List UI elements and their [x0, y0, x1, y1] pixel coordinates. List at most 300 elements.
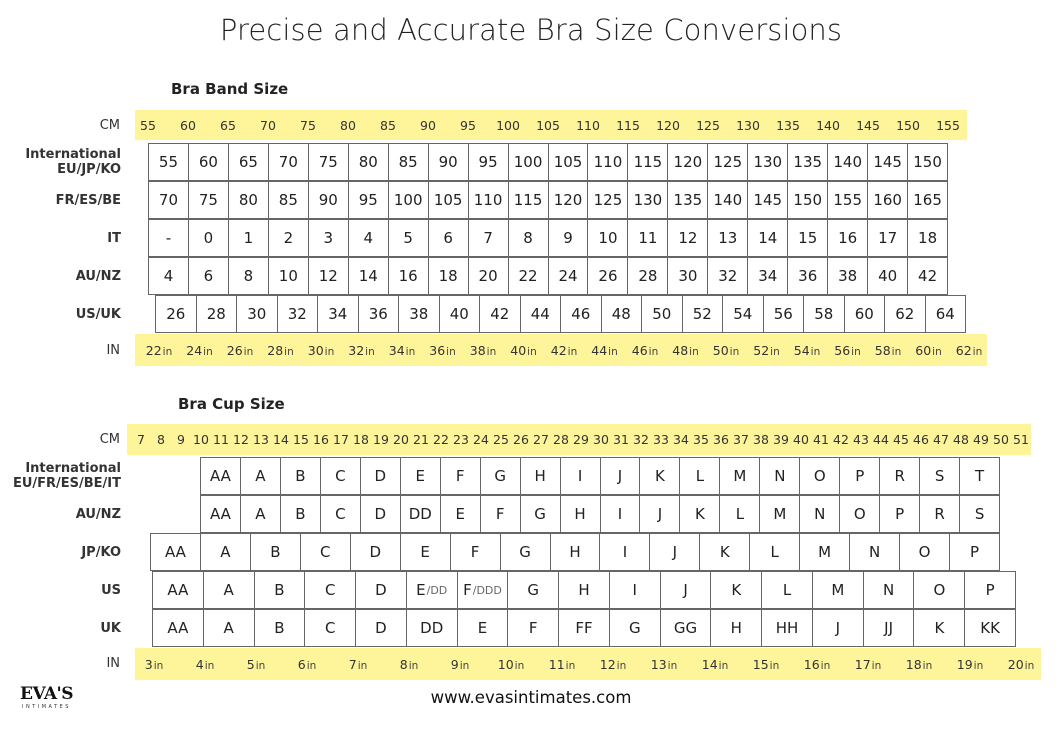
band-cm-tick: 150: [896, 118, 920, 133]
cup-in-tick: 8in: [399, 657, 419, 672]
band-cell: 135: [788, 144, 828, 180]
cup-in-tick: 15in: [752, 657, 780, 672]
band-cell: 165: [913, 191, 942, 209]
cup-cell: K: [700, 534, 750, 570]
cup-cell: C: [321, 496, 361, 532]
band-in-tick: 62in: [955, 343, 983, 358]
band-cell: 145: [868, 144, 908, 180]
band-cell: 75: [189, 182, 229, 218]
band-cell: 100: [509, 144, 549, 180]
cup-cell: P: [969, 543, 979, 561]
cup-cm-tick: 50: [993, 432, 1009, 447]
band-cell: 4: [349, 220, 389, 256]
band-cell: 58: [804, 296, 845, 332]
cup-cm-tick: 26: [513, 432, 529, 447]
cup-cm-tick: 21: [413, 432, 429, 447]
band-cell: 140: [708, 182, 748, 218]
band-cell: 120: [668, 144, 708, 180]
band-in-tick: 40in: [510, 343, 537, 358]
band-cell: 20: [469, 258, 509, 294]
band-row: [148, 143, 948, 181]
cup-cell: F: [441, 458, 481, 494]
band-cell: 125: [588, 182, 628, 218]
band-cell: 90: [309, 182, 349, 218]
band-cell: 60: [189, 144, 229, 180]
cup-cell: D: [356, 610, 407, 646]
cup-cm-tick: 49: [973, 432, 989, 447]
band-in-tick: 34in: [388, 343, 416, 358]
cup-cell: L: [750, 534, 800, 570]
cup-cm-tick: 14: [273, 432, 289, 447]
cup-cell: M: [760, 496, 800, 532]
cup-cm-tick: 45: [893, 432, 909, 447]
cup-in-tick: 19in: [956, 657, 984, 672]
band-cell: 42: [480, 296, 521, 332]
band-cell: 65: [229, 144, 269, 180]
cup-cell: R: [880, 458, 920, 494]
band-cell: 10: [588, 220, 628, 256]
band-cell: 110: [588, 144, 628, 180]
cup-cell: F: [508, 610, 559, 646]
band-row: [148, 219, 948, 257]
cup-cell: I: [600, 534, 650, 570]
cup-cell: I: [610, 572, 661, 608]
cup-cm-tick: 19: [373, 432, 389, 447]
band-cell: 155: [828, 182, 868, 218]
band-in-tick: 30in: [307, 343, 335, 358]
band-in-tick: 52in: [753, 343, 780, 358]
band-cell: 36: [359, 296, 400, 332]
cup-cell: A: [201, 534, 251, 570]
cup-cell: L: [720, 496, 760, 532]
cup-row: [200, 457, 1000, 495]
cup-row-label: UK: [100, 620, 121, 636]
page-title: Precise and Accurate Bra Size Conversions: [219, 13, 843, 47]
cup-cell: K: [640, 458, 680, 494]
band-cell: 26: [588, 258, 628, 294]
cup-cell: G: [508, 572, 559, 608]
band-in-tick: 46in: [631, 343, 659, 358]
cup-cm-tick: 17: [333, 432, 349, 447]
cup-in-tick: 7in: [348, 657, 368, 672]
cup-cell: F /DDD: [458, 572, 509, 608]
cup-row-label: JP/KO: [81, 544, 121, 560]
band-cell: 70: [149, 182, 189, 218]
cup-cell: O: [900, 534, 950, 570]
cup-cell: JJ: [864, 610, 915, 646]
band-in-tick: 32in: [348, 343, 375, 358]
cup-cell: DD: [407, 610, 458, 646]
cup-cm-tick: 15: [293, 432, 309, 447]
cup-cell: J: [601, 458, 641, 494]
cup-cell: M: [813, 572, 864, 608]
band-cell: 38: [828, 258, 868, 294]
band-in-tick: 28in: [267, 343, 294, 358]
band-cell: 7: [469, 220, 509, 256]
band-in-tick: 38in: [469, 343, 497, 358]
cup-cell: AA: [201, 496, 241, 532]
cup-cell: E: [441, 496, 481, 532]
band-cell: 18: [429, 258, 469, 294]
cup-cm-tick: 30: [593, 432, 609, 447]
cup-cell: J: [661, 572, 712, 608]
cup-cell: I: [561, 458, 601, 494]
band-in-tick: 54in: [793, 343, 821, 358]
band-cell: 9: [549, 220, 589, 256]
band-cell: 16: [828, 220, 868, 256]
band-cm-tick: 90: [420, 118, 436, 133]
cup-cell: E /DD: [407, 572, 458, 608]
cup-cm-tick: 31: [613, 432, 629, 447]
band-cm-tick: 60: [180, 118, 196, 133]
band-cell: 12: [309, 258, 349, 294]
band-section-heading: Bra Band Size: [171, 80, 289, 98]
band-cell: 60: [845, 296, 886, 332]
evas-intimates-logo: EVA'S: [20, 684, 73, 704]
band-cell: 150: [788, 182, 828, 218]
cup-in-tick: 9in: [450, 657, 470, 672]
evas-intimates-logo-subtitle: INTIMATES: [22, 704, 71, 710]
band-row-label: FR/ES/BE: [55, 192, 121, 208]
band-in-tick: 44in: [591, 343, 618, 358]
cup-cell: S: [974, 505, 985, 523]
band-cell: 2: [269, 220, 309, 256]
band-row-label: US/UK: [75, 306, 121, 322]
band-cm-tick: 140: [816, 118, 840, 133]
cup-in-tick: 14in: [701, 657, 729, 672]
cup-cm-tick: 12: [233, 432, 249, 447]
cup-in-tick: 17in: [854, 657, 882, 672]
cup-cm-tick: 39: [773, 432, 789, 447]
cup-cell: B: [281, 458, 321, 494]
cup-cm-tick: 28: [553, 432, 569, 447]
cup-cell: J: [813, 610, 864, 646]
cup-row: [152, 571, 1016, 609]
band-cell: 105: [549, 144, 589, 180]
cup-cell: S: [920, 458, 960, 494]
cup-cm-tick: 13: [253, 432, 269, 447]
cup-cell: D: [361, 496, 401, 532]
cup-cell: O: [800, 458, 840, 494]
cup-cm-tick: 40: [793, 432, 809, 447]
cup-cm-tick: 48: [953, 432, 969, 447]
band-in-tick: 22in: [145, 343, 173, 358]
cup-cm-tick: 42: [833, 432, 849, 447]
band-cm-tick: 120: [656, 118, 680, 133]
cup-in-label: IN: [106, 656, 120, 671]
band-cell: 12: [668, 220, 708, 256]
cup-cell: P: [840, 458, 880, 494]
band-cell: 55: [149, 144, 189, 180]
band-cell: 32: [278, 296, 319, 332]
band-cell: 115: [628, 144, 668, 180]
band-cell: 62: [885, 296, 926, 332]
cup-cell: A: [204, 610, 255, 646]
band-cell: 120: [549, 182, 589, 218]
cup-cell: F: [481, 496, 521, 532]
band-row-label: AU/NZ: [75, 268, 121, 284]
band-cell: 95: [349, 182, 389, 218]
band-cm-tick: 135: [776, 118, 800, 133]
band-cell: 16: [389, 258, 429, 294]
cup-cell: D: [361, 458, 401, 494]
band-cell: 40: [440, 296, 481, 332]
cup-cell: P: [880, 496, 920, 532]
band-in-tick: 42in: [550, 343, 578, 358]
cup-cell: E: [458, 610, 509, 646]
band-cell: 110: [469, 182, 509, 218]
band-cell: 14: [748, 220, 788, 256]
cup-cell: G: [521, 496, 561, 532]
cup-cell: K: [680, 496, 720, 532]
band-cm-tick: 75: [300, 118, 316, 133]
cup-cell: L: [680, 458, 720, 494]
band-cm-label: CM: [99, 118, 120, 133]
cup-cm-tick: 18: [353, 432, 369, 447]
cup-cm-tick: 27: [533, 432, 549, 447]
band-cm-tick: 115: [616, 118, 640, 133]
band-in-tick: 58in: [874, 343, 902, 358]
cup-cell: H: [561, 496, 601, 532]
cup-cell: AA: [201, 458, 241, 494]
cup-row: [150, 533, 1000, 571]
band-cell: 135: [668, 182, 708, 218]
band-cm-tick: 55: [140, 118, 156, 133]
cup-cell: G: [501, 534, 551, 570]
cup-cell: A: [204, 572, 255, 608]
cup-cell: B: [255, 610, 306, 646]
band-in-tick: 50in: [712, 343, 740, 358]
band-cell: 24: [549, 258, 589, 294]
cup-cell: KK: [980, 619, 1000, 637]
band-cell: 28: [628, 258, 668, 294]
band-cell: 46: [561, 296, 602, 332]
band-cell: 11: [628, 220, 668, 256]
band-cell: 85: [389, 144, 429, 180]
band-cell: 17: [868, 220, 908, 256]
cup-cm-tick: 43: [853, 432, 869, 447]
cup-cell: H: [521, 458, 561, 494]
cup-cm-tick: 32: [633, 432, 649, 447]
band-cell: 75: [309, 144, 349, 180]
band-cell: 18: [918, 229, 938, 247]
band-cell: 80: [349, 144, 389, 180]
cup-in-tick: 6in: [297, 657, 317, 672]
cup-cm-tick: 24: [473, 432, 489, 447]
band-cell: 10: [269, 258, 309, 294]
cup-cell: B: [281, 496, 321, 532]
cup-cm-tick: 44: [873, 432, 889, 447]
cup-row-label: International EU/FR/ES/BE/IT: [12, 461, 121, 491]
cup-cell: D: [356, 572, 407, 608]
cup-in-tick: 13in: [650, 657, 678, 672]
cup-cell: A: [241, 458, 281, 494]
cup-cell: O: [840, 496, 880, 532]
band-cell: 8: [509, 220, 549, 256]
band-cell: 4: [149, 258, 189, 294]
band-in-tick: 48in: [672, 343, 699, 358]
cup-in-scale: [135, 648, 1041, 680]
band-cm-tick: 155: [936, 118, 960, 133]
cup-cell: E: [401, 458, 441, 494]
band-cell: 40: [868, 258, 908, 294]
cup-cm-tick: 36: [713, 432, 729, 447]
band-in-tick: 24in: [186, 343, 213, 358]
band-row-label: International EU/JP/KO: [25, 147, 121, 177]
cup-cm-label: CM: [99, 432, 120, 447]
cup-cm-scale: [127, 424, 1031, 455]
cup-cm-tick: 47: [933, 432, 949, 447]
cup-cm-tick: 23: [453, 432, 469, 447]
cup-in-tick: 4in: [195, 657, 215, 672]
cup-cell: AA: [153, 572, 204, 608]
band-cell: 6: [429, 220, 469, 256]
band-cell: 95: [469, 144, 509, 180]
cup-cm-tick: 38: [753, 432, 769, 447]
cup-cell: B: [251, 534, 301, 570]
cup-cell: AA: [151, 534, 201, 570]
band-in-label: IN: [106, 343, 120, 358]
cup-cell: A: [241, 496, 281, 532]
band-cm-tick: 145: [856, 118, 880, 133]
band-cm-tick: 100: [496, 118, 520, 133]
band-cell: 70: [269, 144, 309, 180]
cup-cm-tick: 10: [193, 432, 209, 447]
band-cell: 130: [748, 144, 788, 180]
band-cell: 13: [708, 220, 748, 256]
cup-cm-tick: 16: [313, 432, 329, 447]
cup-row-label: AU/NZ: [75, 506, 121, 522]
footer-website-url: www.evasintimates.com: [430, 688, 632, 707]
cup-cell: I: [601, 496, 641, 532]
cup-cell: F: [451, 534, 501, 570]
band-cell: 0: [189, 220, 229, 256]
band-in-tick: 60in: [915, 343, 942, 358]
cup-cm-tick: 46: [913, 432, 929, 447]
cup-cell: FF: [559, 610, 610, 646]
cup-cell: AA: [153, 610, 204, 646]
cup-in-tick: 10in: [497, 657, 525, 672]
cup-cell: N: [800, 496, 840, 532]
band-cell: 34: [318, 296, 359, 332]
band-cell: 1: [229, 220, 269, 256]
cup-cell: C: [321, 458, 361, 494]
band-in-tick: 56in: [834, 343, 861, 358]
band-cell: 38: [399, 296, 440, 332]
cup-cell: H: [551, 534, 601, 570]
band-cell: 85: [269, 182, 309, 218]
band-cell: 8: [229, 258, 269, 294]
cup-cm-tick: 34: [673, 432, 689, 447]
cup-cm-tick: 9: [177, 432, 185, 447]
band-cell: -: [149, 220, 189, 256]
cup-cell: T: [975, 467, 985, 485]
band-cell: 48: [602, 296, 643, 332]
cup-cell: C: [305, 610, 356, 646]
cup-cell: E: [401, 534, 451, 570]
cup-cell: M: [800, 534, 850, 570]
cup-cell: GG: [661, 610, 712, 646]
band-cell: 28: [197, 296, 238, 332]
band-cell: 130: [628, 182, 668, 218]
band-cell: 30: [237, 296, 278, 332]
cup-cell: G: [610, 610, 661, 646]
cup-cell: H: [711, 610, 762, 646]
band-cm-scale: [135, 110, 967, 140]
band-cell: 22: [509, 258, 549, 294]
cup-section-heading: Bra Cup Size: [178, 395, 285, 413]
band-cell: 34: [748, 258, 788, 294]
cup-cell: G: [481, 458, 521, 494]
cup-cm-tick: 11: [213, 432, 229, 447]
cup-cell: N: [864, 572, 915, 608]
cup-cell: N: [760, 458, 800, 494]
band-cell: 30: [668, 258, 708, 294]
cup-cm-tick: 35: [693, 432, 709, 447]
cup-in-tick: 11in: [548, 657, 576, 672]
band-row: [148, 181, 948, 219]
band-in-scale: [135, 334, 987, 366]
band-cell: 145: [748, 182, 788, 218]
band-cell: 15: [788, 220, 828, 256]
cup-cm-tick: 41: [813, 432, 829, 447]
cup-cell: J: [650, 534, 700, 570]
band-cm-tick: 125: [696, 118, 720, 133]
band-in-tick: 26in: [226, 343, 254, 358]
band-cell: 125: [708, 144, 748, 180]
band-row: [155, 295, 966, 333]
band-cell: 3: [309, 220, 349, 256]
cup-cell: P: [985, 581, 995, 599]
cup-in-tick: 20in: [1007, 657, 1035, 672]
band-cm-tick: 130: [736, 118, 760, 133]
cup-in-tick: 12in: [599, 657, 627, 672]
cup-cell: C: [301, 534, 351, 570]
cup-row-label: US: [101, 582, 121, 598]
band-cell: 80: [229, 182, 269, 218]
band-cell: 160: [868, 182, 908, 218]
band-cell: 36: [788, 258, 828, 294]
cup-cell: R: [920, 496, 960, 532]
cup-cell: N: [850, 534, 900, 570]
cup-cell: M: [720, 458, 760, 494]
band-cell: 52: [683, 296, 724, 332]
cup-cell: H: [559, 572, 610, 608]
band-cm-tick: 65: [220, 118, 236, 133]
band-cell: 56: [764, 296, 805, 332]
band-cm-tick: 70: [260, 118, 276, 133]
cup-cm-tick: 20: [393, 432, 409, 447]
band-row: [148, 257, 948, 295]
band-cell: 44: [521, 296, 562, 332]
band-cell: 100: [389, 182, 429, 218]
cup-row: [152, 609, 1016, 647]
band-cm-tick: 95: [460, 118, 476, 133]
band-cell: 6: [189, 258, 229, 294]
cup-cm-tick: 51: [1013, 432, 1029, 447]
cup-in-tick: 18in: [905, 657, 933, 672]
band-cell: 50: [642, 296, 683, 332]
band-cm-tick: 85: [380, 118, 396, 133]
cup-cell: D: [351, 534, 401, 570]
cup-cell: J: [640, 496, 680, 532]
band-cell: 105: [429, 182, 469, 218]
cup-cm-tick: 33: [653, 432, 669, 447]
band-cm-tick: 110: [576, 118, 600, 133]
band-cell: 5: [389, 220, 429, 256]
band-cell: 64: [935, 305, 955, 323]
cup-cm-tick: 22: [433, 432, 449, 447]
